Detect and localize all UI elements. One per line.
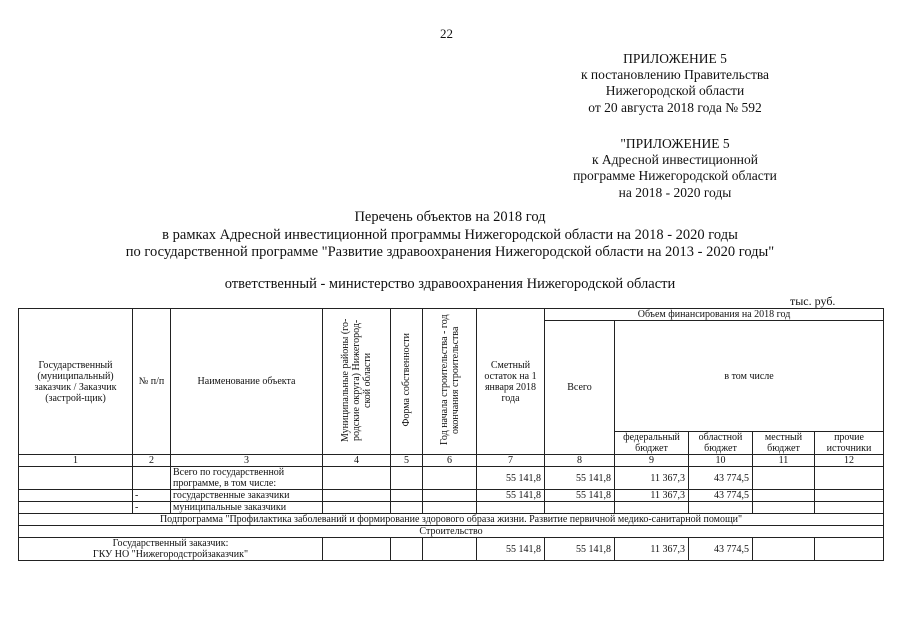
responsible-line: ответственный - министерство здравоохранения Нижегородской области bbox=[224, 276, 676, 292]
row-estimate: 55 141,8 bbox=[477, 467, 545, 490]
section-title: Строительство bbox=[19, 526, 884, 538]
row-name: муниципальные заказчики bbox=[171, 502, 323, 514]
header-regional: областной бюджет bbox=[689, 432, 753, 455]
column-numbers-row bbox=[19, 455, 884, 467]
header-federal: федеральный бюджет bbox=[615, 432, 689, 455]
table-row-section bbox=[19, 526, 884, 538]
appendix-current-line1: ПРИЛОЖЕНИЕ 5 bbox=[623, 51, 727, 66]
header-total: Всего bbox=[545, 321, 615, 455]
document-title bbox=[40, 209, 860, 262]
row-regional: 43 774,5 bbox=[689, 538, 753, 561]
row-total: 55 141,8 bbox=[545, 490, 615, 502]
header-municipality: Муниципальные районы (го-родские округа) Нижегород-ской области bbox=[323, 309, 391, 455]
row-federal: 11 367,3 bbox=[615, 467, 689, 490]
table-row-customer bbox=[19, 538, 884, 561]
appendix-original-line3: программе Нижегородской области bbox=[573, 168, 777, 184]
header-including: в том числе bbox=[615, 321, 884, 432]
appendix-original-block bbox=[555, 136, 795, 201]
units-label: тыс. руб. bbox=[790, 294, 836, 308]
colnum: 6 bbox=[423, 455, 477, 467]
header-customer: Государственный (муниципальный) заказчик / Заказчик (застрой-щик) bbox=[19, 309, 133, 455]
row-estimate: 55 141,8 bbox=[477, 490, 545, 502]
customer-line2: ГКУ НО "Нижегородстройзаказчик" bbox=[92, 549, 249, 560]
appendix-current-block bbox=[560, 51, 790, 116]
header-object-name: Наименование объекта bbox=[171, 309, 323, 455]
row-name: государственные заказчики bbox=[171, 490, 323, 502]
table-row-municipal bbox=[19, 502, 884, 514]
row-regional: 43 774,5 bbox=[689, 490, 753, 502]
row-num: - bbox=[133, 490, 171, 502]
colnum: 9 bbox=[615, 455, 689, 467]
colnum: 3 bbox=[171, 455, 323, 467]
appendix-original-line1: "ПРИЛОЖЕНИЕ 5 bbox=[620, 136, 730, 151]
colnum: 10 bbox=[689, 455, 753, 467]
colnum: 8 bbox=[545, 455, 615, 467]
row-total: 55 141,8 bbox=[545, 538, 615, 561]
page-number: 22 bbox=[440, 26, 453, 41]
header-estimate: Сметный остаток на 1 января 2018 года bbox=[477, 309, 545, 455]
row-num: - bbox=[133, 502, 171, 514]
row-name: Всего по государственной программе, в том числе: bbox=[171, 467, 323, 490]
table-row-total bbox=[19, 467, 884, 490]
colnum: 12 bbox=[815, 455, 884, 467]
row-estimate: 55 141,8 bbox=[477, 538, 545, 561]
colnum: 5 bbox=[391, 455, 423, 467]
subprogram-title: Подпрограмма "Профилактика заболеваний и формирование здорового образа жизни. Развитие первичной медико-санитарной помощи" bbox=[19, 514, 884, 526]
title-line3: по государственной программе "Развитие здравоохранения Нижегородской области на 2013 - 2020 годы" bbox=[125, 244, 775, 261]
colnum: 4 bbox=[323, 455, 391, 467]
customer-line1: Государственный заказчик: bbox=[112, 538, 229, 549]
appendix-current-line4: от 20 августа 2018 года № 592 bbox=[588, 99, 762, 115]
row-federal: 11 367,3 bbox=[615, 490, 689, 502]
appendix-original-line2: к Адресной инвестиционной bbox=[591, 152, 758, 168]
header-local: местный бюджет bbox=[753, 432, 815, 455]
colnum: 1 bbox=[19, 455, 133, 467]
row-federal: 11 367,3 bbox=[615, 538, 689, 561]
appendix-current-line3: Нижегородской области bbox=[605, 83, 745, 99]
title-line2: в рамках Адресной инвестиционной программы Нижегородской области на 2018 - 2020 годы bbox=[162, 226, 738, 243]
table-row-state bbox=[19, 490, 884, 502]
header-ownership: Форма собственности bbox=[391, 309, 423, 455]
table-row-subprogram bbox=[19, 514, 884, 526]
colnum: 11 bbox=[753, 455, 815, 467]
row-customer bbox=[19, 538, 323, 561]
objects-table bbox=[18, 308, 884, 561]
appendix-original-line4: на 2018 - 2020 годы bbox=[618, 184, 732, 200]
colnum: 2 bbox=[133, 455, 171, 467]
row-total: 55 141,8 bbox=[545, 467, 615, 490]
header-num: № п/п bbox=[133, 309, 171, 455]
title-line1: Перечень объектов на 2018 год bbox=[354, 209, 546, 225]
header-funding-group: Объем финансирования на 2018 год bbox=[545, 309, 884, 321]
row-regional: 43 774,5 bbox=[689, 467, 753, 490]
colnum: 7 bbox=[477, 455, 545, 467]
header-other: прочие источники bbox=[815, 432, 884, 455]
appendix-current-line2: к постановлению Правительства bbox=[580, 67, 770, 83]
header-years: Год начала строительства - год окончания строительства bbox=[423, 309, 477, 455]
